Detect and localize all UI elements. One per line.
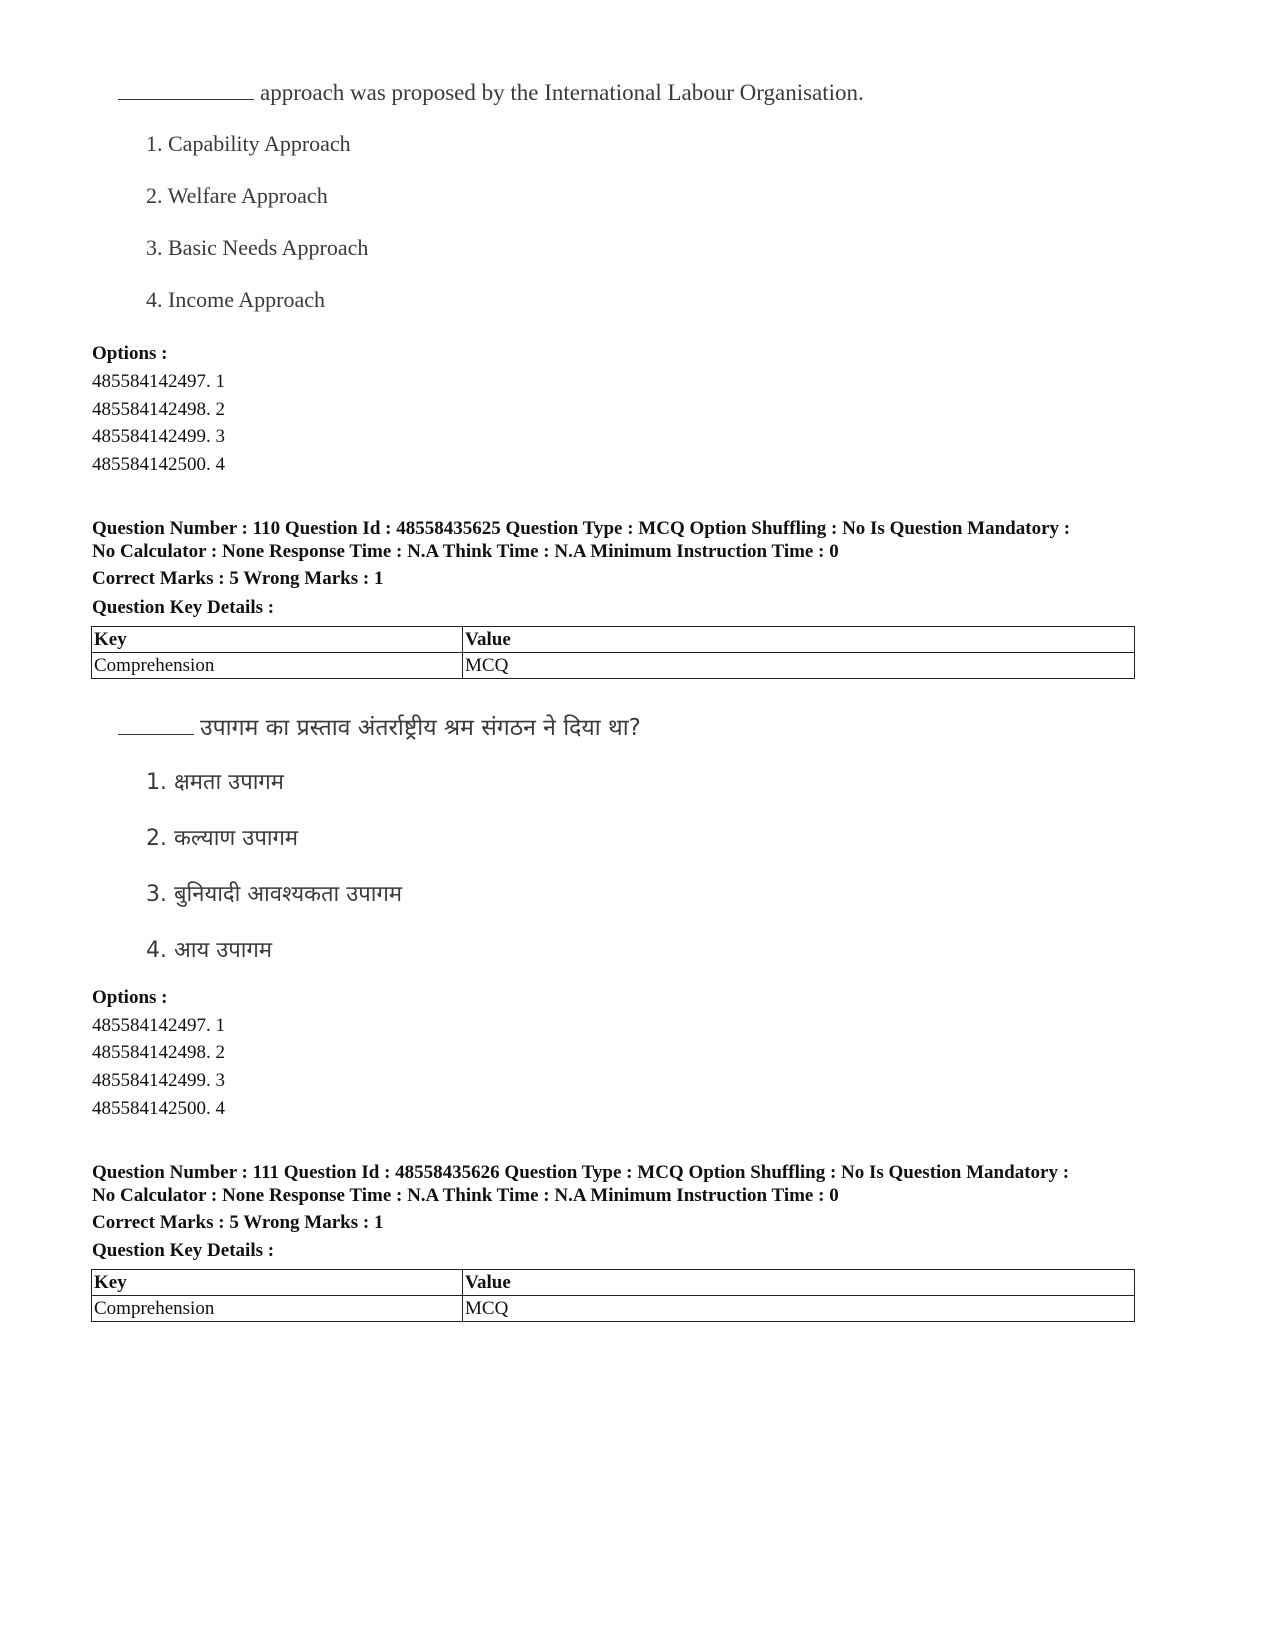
marks-line: Correct Marks : 5 Wrong Marks : 1: [92, 1212, 384, 1233]
table-header-row: [92, 1270, 1135, 1296]
option-item: 485584142498. 2: [92, 399, 225, 420]
option-item: 485584142500. 4: [92, 1098, 225, 1119]
table-row: [92, 653, 1135, 679]
table-cell-value: MCQ: [463, 1296, 1135, 1322]
option-item: 485584142497. 1: [92, 371, 225, 392]
table-header-key: Key: [92, 627, 463, 653]
question-text-hindi: [118, 710, 641, 742]
choice-3: 3. बुनियादी आवश्यकता उपागम: [146, 882, 403, 907]
table-row: [92, 1296, 1135, 1322]
key-value-table: [91, 1269, 1135, 1322]
option-item: 485584142500. 4: [92, 454, 225, 475]
options-label: Options :: [92, 343, 168, 364]
question-meta-line-2: No Calculator : None Response Time : N.A Think Time : N.A Minimum Instruction Time : 0: [92, 1185, 839, 1206]
question-statement: उपागम का प्रस्ताव अंतर्राष्ट्रीय श्रम संगठन ने दिया था?: [200, 715, 641, 741]
table-header-value: Value: [463, 1270, 1135, 1296]
choice-4: 4. Income Approach: [146, 287, 325, 312]
question-meta-line-2: No Calculator : None Response Time : N.A Think Time : N.A Minimum Instruction Time : 0: [92, 541, 839, 562]
choice-2: 2. कल्याण उपागम: [146, 826, 299, 851]
answer-blank: [118, 98, 254, 100]
choice-1: 1. Capability Approach: [146, 131, 351, 156]
option-item: 485584142498. 2: [92, 1042, 225, 1063]
question-meta-line-1: Question Number : 111 Question Id : 48558435626 Question Type : MCQ Option Shuffling : No Is Question Mandatory :: [92, 1162, 1070, 1183]
answer-blank: [118, 733, 194, 735]
key-details-label: Question Key Details :: [92, 1240, 275, 1261]
question-meta-line-1: Question Number : 110 Question Id : 48558435625 Question Type : MCQ Option Shuffling : No Is Question Mandatory :: [92, 518, 1071, 539]
choice-4: 4. आय उपागम: [146, 938, 273, 963]
question-statement: approach was proposed by the International Labour Organisation.: [260, 80, 864, 105]
option-item: 485584142497. 1: [92, 1015, 225, 1036]
table-cell-value: MCQ: [463, 653, 1135, 679]
choice-1: 1. क्षमता उपागम: [146, 770, 284, 795]
table-header-value: Value: [463, 627, 1135, 653]
table-header-key: Key: [92, 1270, 463, 1296]
key-value-table: [91, 626, 1135, 679]
key-details-label: Question Key Details :: [92, 597, 275, 618]
choice-2: 2. Welfare Approach: [146, 183, 328, 208]
table-header-row: [92, 627, 1135, 653]
marks-line: Correct Marks : 5 Wrong Marks : 1: [92, 568, 384, 589]
option-item: 485584142499. 3: [92, 1070, 225, 1091]
options-label: Options :: [92, 987, 168, 1008]
question-text-english: [118, 80, 864, 106]
table-cell-key: Comprehension: [92, 653, 463, 679]
option-item: 485584142499. 3: [92, 426, 225, 447]
choice-3: 3. Basic Needs Approach: [146, 235, 369, 260]
table-cell-key: Comprehension: [92, 1296, 463, 1322]
